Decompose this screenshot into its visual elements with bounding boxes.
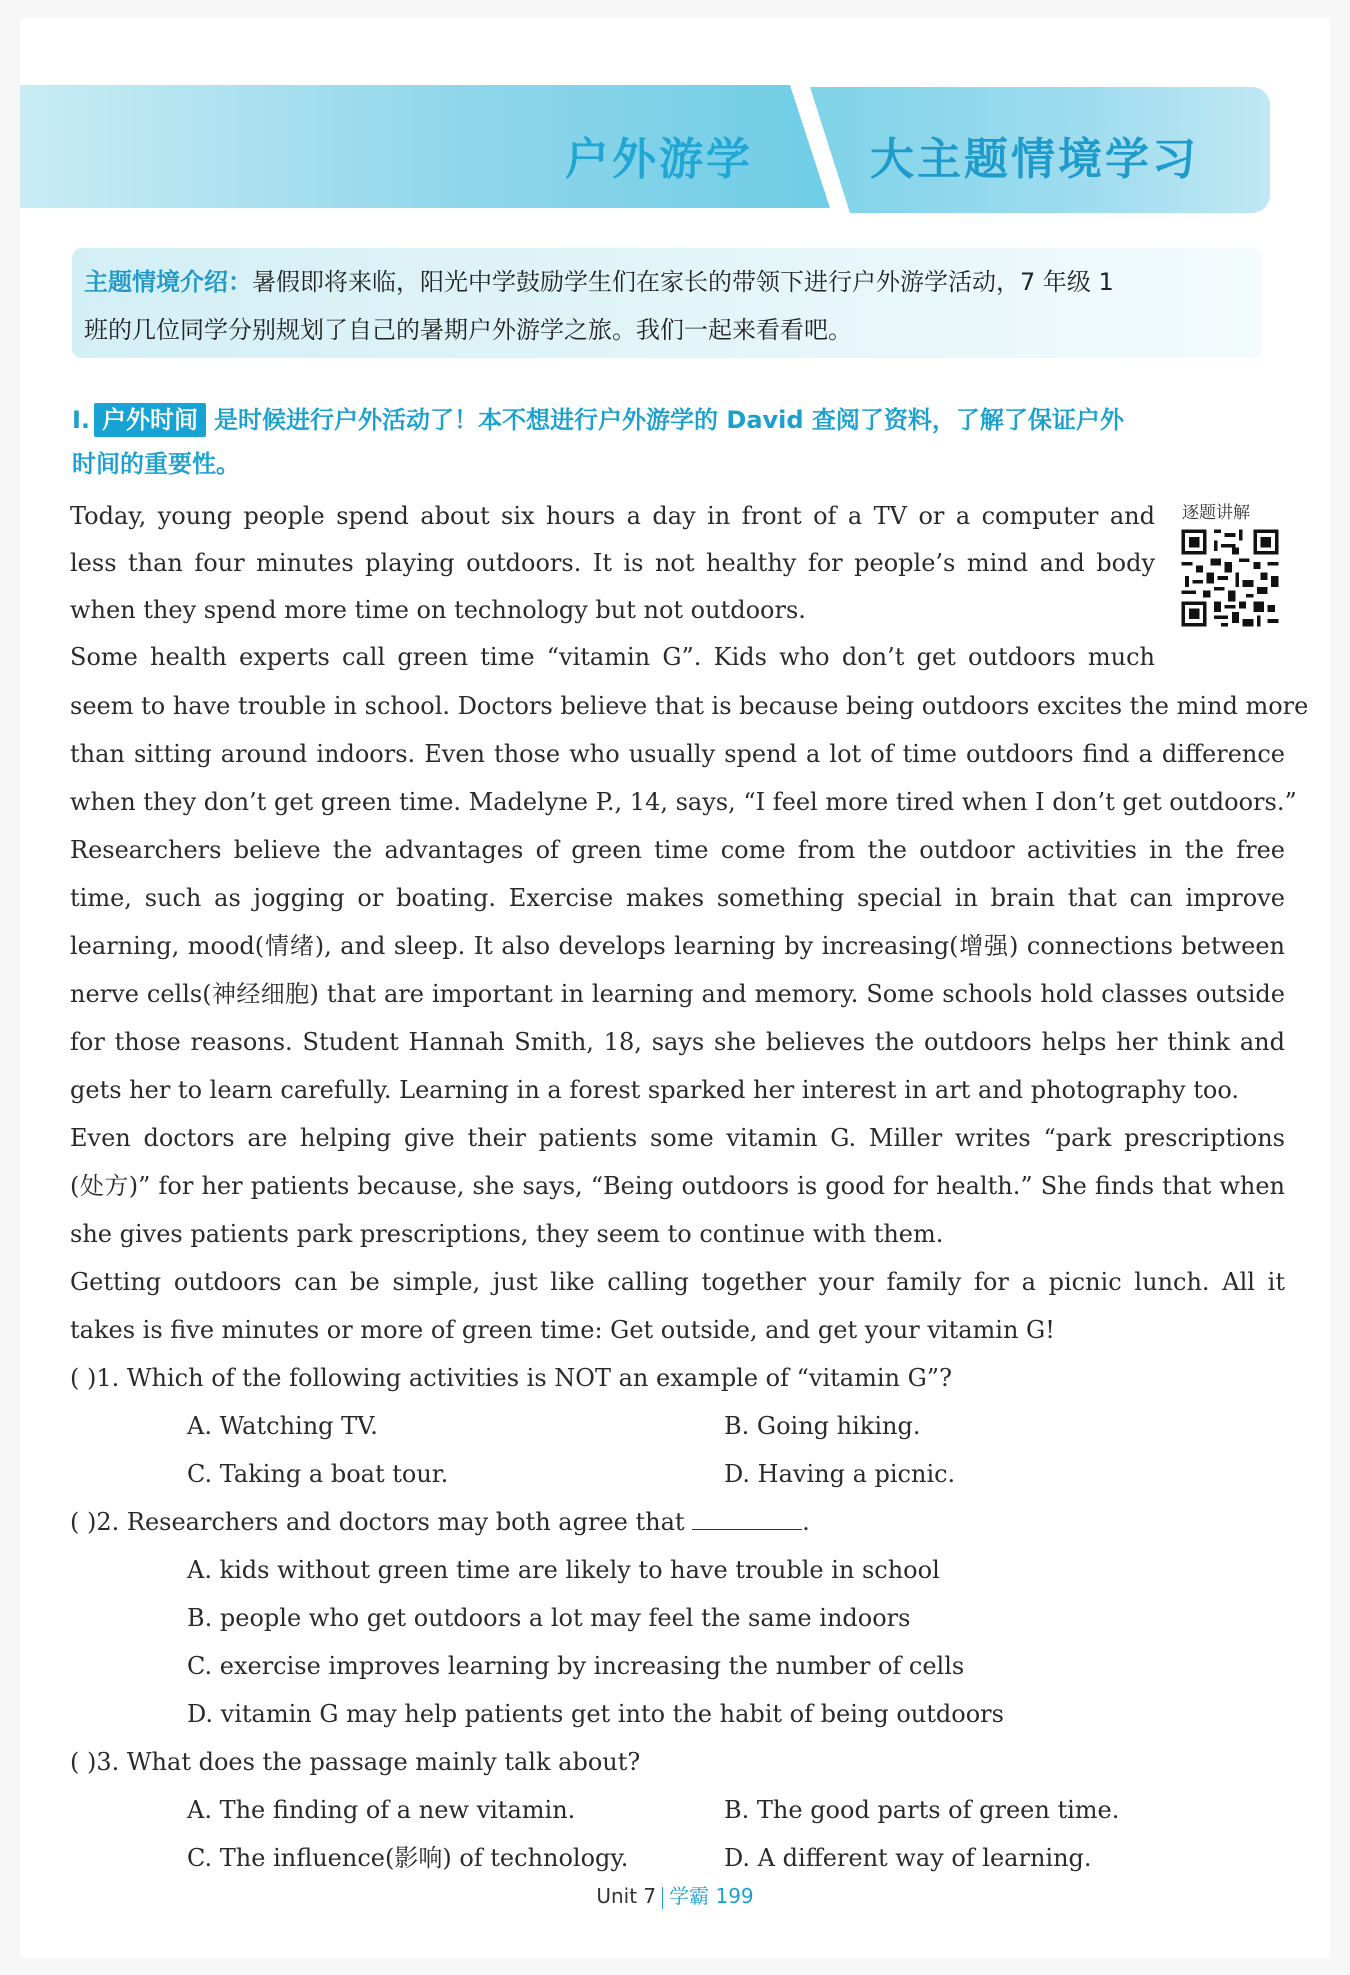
question-3-option-a[interactable]: A. The finding of a new vitamin. xyxy=(187,1796,576,1824)
passage-line: Some health experts call green time “vitamin G”. Kids who don’t get outdoors much xyxy=(70,643,1155,671)
question-2-stem-end: . xyxy=(802,1508,810,1536)
question-2-option-d[interactable]: D. vitamin G may help patients get into the habit of being outdoors xyxy=(187,1700,1004,1728)
header-banner xyxy=(20,85,1270,213)
question-1-option-a[interactable]: A. Watching TV. xyxy=(187,1412,378,1440)
passage-line: time, such as jogging or boating. Exercise makes something special in brain that can improve xyxy=(70,884,1285,912)
passage-line: than sitting around indoors. Even those who usually spend a lot of time outdoors find a difference xyxy=(70,740,1285,768)
footer-divider xyxy=(662,1887,663,1909)
passage-line: Researchers believe the advantages of green time come from the outdoor activities in the free xyxy=(70,836,1285,864)
section-number: Ⅰ. xyxy=(72,406,91,434)
question-2-stem xyxy=(70,1498,810,1546)
question-3-option-d[interactable]: D. A different way of learning. xyxy=(724,1844,1092,1872)
intro-text-1: 暑假即将来临，阳光中学鼓励学生们在家长的带领下进行户外游学活动，7 年级 1 xyxy=(252,268,1114,296)
section-tag: 户外时间 xyxy=(94,403,206,437)
section-line-2: 时间的重要性。 xyxy=(72,450,240,478)
passage-line: when they don’t get green time. Madelyne P., 14, says, “I feel more tired when I don’t get outdoors.” xyxy=(70,788,1297,816)
question-1-stem: ( )1. Which of the following activities is NOT an example of “vitamin G”? xyxy=(70,1364,952,1392)
answer-blank[interactable] xyxy=(692,1499,802,1530)
question-2-stem-text: ( )2. Researchers and doctors may both agree that xyxy=(70,1508,685,1536)
banner-subtitle: 户外游学 xyxy=(565,134,753,185)
question-2-option-b[interactable]: B. people who get outdoors a lot may feel the same indoors xyxy=(187,1604,911,1632)
passage-line: for those reasons. Student Hannah Smith, 18, says she believes the outdoors helps her think and xyxy=(70,1028,1285,1056)
question-1-option-d[interactable]: D. Having a picnic. xyxy=(724,1460,956,1488)
question-2-option-c[interactable]: C. exercise improves learning by increasing the number of cells xyxy=(187,1652,965,1680)
passage-line: nerve cells(神经细胞) that are important in learning and memory. Some schools hold classes outside xyxy=(70,980,1285,1008)
question-1-option-c[interactable]: C. Taking a boat tour. xyxy=(187,1460,449,1488)
question-3-stem: ( )3. What does the passage mainly talk about? xyxy=(70,1748,641,1776)
passage-line: Today, young people spend about six hours a day in front of a TV or a computer and xyxy=(70,502,1155,530)
passage-line: Even doctors are helping give their patients some vitamin G. Miller writes “park prescriptions xyxy=(70,1124,1285,1152)
passage-line: Getting outdoors can be simple, just like calling together your family for a picnic lunch. All it xyxy=(70,1268,1285,1296)
passage-line: learning, mood(情绪), and sleep. It also develops learning by increasing(增强) connections between xyxy=(70,932,1285,960)
page-number: 199 xyxy=(715,1884,754,1908)
passage-line: when they spend more time on technology but not outdoors. xyxy=(70,596,806,624)
question-3-option-b[interactable]: B. The good parts of green time. xyxy=(724,1796,1120,1824)
question-2-option-a[interactable]: A. kids without green time are likely to have trouble in school xyxy=(187,1556,940,1584)
page-footer xyxy=(0,1880,1350,1909)
intro-box xyxy=(72,248,1262,358)
intro-text-2: 班的几位同学分别规划了自己的暑期户外游学之旅。我们一起来看看吧。 xyxy=(84,316,852,344)
section-line-1: 是时候进行户外活动了！本不想进行户外游学的 David 查阅了资料，了解了保证户外 xyxy=(214,406,1124,434)
qr-block[interactable] xyxy=(1170,498,1282,638)
passage-line: less than four minutes playing outdoors. It is not healthy for people’s mind and body xyxy=(70,549,1155,577)
footer-brand: 学霸 xyxy=(669,1884,710,1908)
footer-unit: Unit 7 xyxy=(596,1884,657,1908)
passage-line: seem to have trouble in school. Doctors believe that is because being outdoors excites the mind more xyxy=(70,692,1309,720)
passage-line: takes is five minutes or more of green time: Get outside, and get your vitamin G! xyxy=(70,1316,1055,1344)
passage-line: she gives patients park prescriptions, they seem to continue with them. xyxy=(70,1220,944,1248)
section-heading xyxy=(72,398,1282,486)
banner-title: 大主题情境学习 xyxy=(870,134,1199,185)
question-3-option-c[interactable]: C. The influence(影响) of technology. xyxy=(187,1844,629,1872)
passage-line: gets her to learn carefully. Learning in a forest sparked her interest in art and photography too. xyxy=(70,1076,1239,1104)
intro-lead: 主题情境介绍： xyxy=(84,268,252,296)
passage-line: (处方)” for her patients because, she says, “Being outdoors is good for health.” She finds that when xyxy=(70,1172,1285,1200)
question-1-option-b[interactable]: B. Going hiking. xyxy=(724,1412,921,1440)
qr-label: 逐题讲解 xyxy=(1182,503,1250,523)
qr-code-icon[interactable] xyxy=(1178,526,1282,630)
